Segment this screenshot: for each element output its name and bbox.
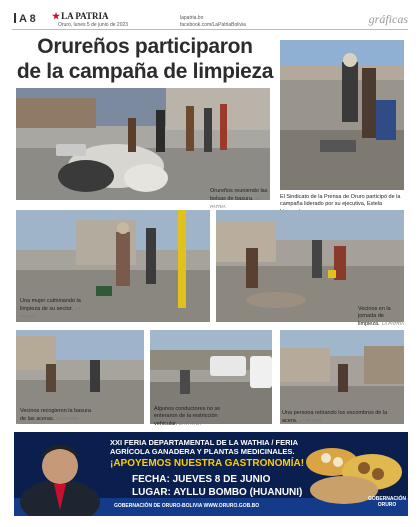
newspaper-logo: ★LA PATRIA — [52, 11, 109, 21]
government-footer: GOBERNACIÓN DE ORURO-BOLIVIA WWW.ORURO.GOB.BO — [114, 503, 260, 509]
photo-caption: Orureños reuniendo las bolsas de basura. LA PATRIA — [210, 188, 268, 209]
fair-place: LUGAR: AYLLU BOMBO (HUANUNI) — [132, 487, 303, 498]
page-header — [0, 0, 420, 30]
issue-date: Oruro, lunes 5 de junio de 2023 — [58, 22, 129, 28]
photo-caption: Vecinos recogieron la basura de las aceras. LA PATRIA — [20, 408, 91, 422]
star-icon: ★ — [52, 11, 61, 21]
website-link[interactable]: lapatria.bo — [180, 15, 204, 21]
government-seal: GOBERNACIÓN ORURO — [367, 496, 407, 508]
photo-press-union — [280, 40, 404, 190]
section-name: gráficas — [368, 12, 408, 26]
photo-caption: Vecinos en la jornada de limpieza. LA PATRIA — [358, 306, 404, 327]
facebook-link[interactable]: facebook.com/LaPatriaBolivia — [180, 22, 246, 28]
photo-caption: Una mujer culminando la limpieza de su sector. LA PATRIA — [20, 298, 81, 319]
fair-slogan: ¡APOYEMOS NUESTRA GASTRONOMÍA! — [110, 458, 305, 469]
fair-advertisement-banner — [14, 432, 408, 516]
page-number: A 8 — [14, 13, 36, 25]
social-links — [180, 15, 246, 29]
photo-caption: El Sindicato de la Prensa de Oruro participó de la campaña liderado por su ejecutiva, Estela — [280, 194, 401, 207]
photo-caption: Algunos conductores no se enteraron de la restricción vehicular. LA PATRIA — [154, 406, 221, 427]
fair-date: FECHA: JUEVES 8 DE JUNIO — [132, 474, 271, 485]
photo-caption: Una persona retirando los escombros de la acera. LA PATRIA — [282, 410, 388, 424]
photo-garbage-bags — [16, 88, 270, 200]
header-divider — [12, 29, 408, 30]
page-title: Orureños participaron de la campaña de limpieza — [16, 35, 274, 83]
fair-title: XXI FERIA DEPARTAMENTAL DE LA WATHIA / FERIA AGRÍCOLA GANADERA Y PLANTAS MEDICINALES. — [110, 438, 298, 456]
